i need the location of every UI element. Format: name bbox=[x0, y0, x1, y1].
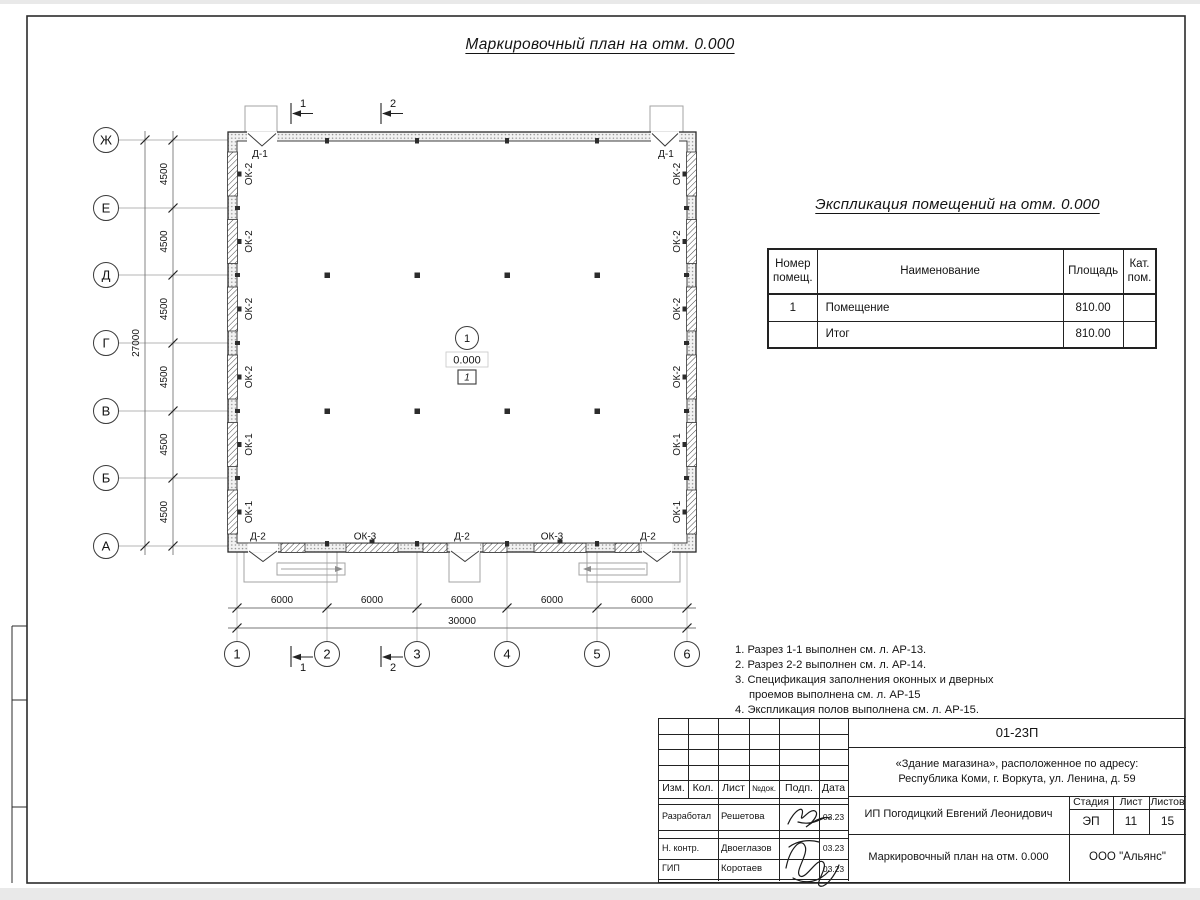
window-label: ОК-2 bbox=[672, 297, 683, 321]
note-item: 1. Разрез 1-1 выполнен см. л. АР-13. bbox=[735, 644, 927, 656]
explication-header-row bbox=[768, 249, 1156, 294]
revision-col-kol: Кол. bbox=[692, 782, 714, 795]
sheets-label: Листов bbox=[1150, 795, 1185, 808]
row-axis-label: Е bbox=[101, 200, 111, 216]
room-number: 1 bbox=[463, 333, 471, 345]
revision-col-podp: Подп. bbox=[785, 782, 813, 795]
window-label: ОК-2 bbox=[672, 230, 683, 253]
section-mark-label: 2 bbox=[389, 98, 397, 110]
role-date: 03.23 bbox=[822, 863, 845, 874]
window-label: ОК-2 bbox=[244, 365, 255, 389]
window-label: ОК-2 bbox=[672, 162, 683, 186]
dim-label: 6000 bbox=[270, 595, 294, 606]
room-elevation: 0.000 bbox=[453, 354, 481, 367]
role-name: Решетова bbox=[721, 811, 765, 823]
dim-label: 4500 bbox=[159, 230, 170, 253]
client-name: ИП Погодицкий Евгений Леонидович bbox=[864, 808, 1053, 821]
dim-label: 6000 bbox=[360, 595, 384, 606]
col-axis-label: 1 bbox=[233, 646, 241, 662]
floor-type-number: 1 bbox=[464, 372, 470, 384]
room-name-cell: Итог bbox=[817, 321, 1063, 348]
room-area-cell: 810.00 bbox=[1063, 321, 1123, 348]
room-area-cell: 810.00 bbox=[1063, 294, 1123, 321]
window-label: ОК-3 bbox=[353, 531, 377, 543]
col-axis-label: 6 bbox=[683, 646, 691, 662]
col-axis-label: 5 bbox=[593, 646, 601, 662]
explication-table bbox=[767, 248, 1157, 349]
row-axis-label: Д bbox=[101, 267, 111, 283]
revision-col-dok: №док. bbox=[752, 783, 776, 793]
company-name: ООО "Альянс" bbox=[1089, 851, 1166, 864]
window-label: ОК-2 bbox=[244, 297, 255, 321]
window-label: ОК-1 bbox=[672, 433, 683, 456]
dimension-ticks bbox=[141, 136, 692, 633]
row-axis-label: А bbox=[101, 538, 111, 554]
dim-label: 6000 bbox=[540, 595, 564, 606]
role-name: Двоеглазов bbox=[721, 842, 772, 854]
door-label: Д-2 bbox=[250, 531, 266, 543]
column-header: Кат. пом. bbox=[1123, 249, 1156, 294]
col-axis-label: 4 bbox=[503, 646, 511, 662]
dim-label: 4500 bbox=[159, 297, 170, 321]
table-row bbox=[768, 321, 1156, 348]
document-number: 01-23П bbox=[995, 724, 1039, 740]
column-header: Наименование bbox=[817, 249, 1063, 294]
sheet-label: Лист bbox=[1119, 795, 1143, 808]
dim-label: 4500 bbox=[159, 365, 170, 389]
window-label: ОК-2 bbox=[672, 365, 683, 389]
note-item: 2. Разрез 2-2 выполнен см. л. АР-14. bbox=[735, 659, 927, 671]
room-cat-cell bbox=[1123, 294, 1156, 321]
section-mark-label: 2 bbox=[389, 662, 397, 674]
row-axis-label: Б bbox=[101, 470, 111, 486]
dim-label: 6000 bbox=[450, 595, 474, 606]
room-name-cell: Помещение bbox=[817, 294, 1063, 321]
role-label: ГИП bbox=[662, 863, 680, 874]
door-label: Д-1 bbox=[252, 149, 268, 160]
sheets-total: 15 bbox=[1160, 814, 1175, 828]
dim-label: 4500 bbox=[159, 433, 170, 456]
role-label: Разработал bbox=[662, 811, 711, 822]
row-axis-label: В bbox=[101, 403, 111, 419]
dimension-lines bbox=[131, 131, 696, 633]
note-item: 3. Спецификация заполнения оконных и дверных проемов выполнена см. л. АР-15 bbox=[735, 674, 994, 701]
dim-label: 4500 bbox=[159, 500, 170, 524]
dim-total-label: 30000 bbox=[448, 616, 476, 627]
stage-label: Стадия bbox=[1073, 795, 1109, 808]
role-name: Коротаев bbox=[721, 863, 763, 875]
section-mark-label: 1 bbox=[299, 98, 307, 110]
dim-total-label: 27000 bbox=[131, 329, 142, 357]
sheet-number: 11 bbox=[1124, 814, 1138, 828]
dimension-labels bbox=[131, 162, 654, 627]
window-label: ОК-1 bbox=[244, 500, 255, 524]
column-header: Номер помещ. bbox=[768, 249, 817, 294]
dim-label: 6000 bbox=[630, 595, 654, 606]
window-label: ОК-3 bbox=[540, 531, 564, 543]
section-marks bbox=[291, 98, 403, 674]
sheet-title: Маркировочный план на отм. 0.000 bbox=[868, 850, 1049, 863]
title-block bbox=[658, 718, 1185, 883]
project-line: Республика Коми, г. Воркута, ул. Ленина, д. 59 bbox=[898, 772, 1136, 785]
role-label: Н. контр. bbox=[662, 842, 700, 853]
row-axis-label: Ж bbox=[99, 132, 113, 148]
room-marker bbox=[446, 327, 488, 385]
door-label: Д-1 bbox=[658, 149, 674, 160]
window-label: ОК-1 bbox=[244, 433, 255, 456]
role-date: 03.23 bbox=[822, 811, 845, 822]
table-row bbox=[768, 294, 1156, 321]
axis-grid-lines bbox=[118, 140, 687, 641]
note-item: 4. Экспликация полов выполнена см. л. АР-15. bbox=[735, 704, 979, 716]
window-label: ОК-1 bbox=[672, 500, 683, 524]
col-axis-label: 3 bbox=[413, 646, 421, 662]
revision-col-list: Лист bbox=[722, 782, 745, 795]
stage-value: ЭП bbox=[1082, 814, 1100, 828]
section-mark-label: 1 bbox=[299, 662, 307, 674]
col-axis-label: 2 bbox=[323, 646, 331, 662]
column-header: Площадь bbox=[1063, 249, 1123, 294]
door-label: Д-2 bbox=[454, 531, 470, 543]
page-title: Маркировочный план на отм. 0.000 bbox=[465, 36, 735, 53]
room-number-cell bbox=[768, 321, 817, 348]
dim-label: 4500 bbox=[159, 162, 170, 186]
window-label: ОК-2 bbox=[244, 162, 255, 186]
door-label: Д-2 bbox=[640, 531, 656, 543]
room-number-cell: 1 bbox=[768, 294, 817, 321]
project-description bbox=[848, 747, 1186, 796]
revision-col-izm: Изм. bbox=[662, 782, 685, 795]
revision-col-data: Дата bbox=[821, 782, 846, 795]
row-axis-label: Г bbox=[102, 335, 110, 351]
explication-title: Экспликация помещений на отм. 0.000 bbox=[815, 196, 1100, 213]
window-label: ОК-2 bbox=[244, 230, 255, 253]
project-line: «Здание магазина», расположенное по адресу: bbox=[895, 758, 1139, 771]
notes-list bbox=[735, 643, 1027, 718]
role-date: 03.23 bbox=[822, 843, 845, 854]
room-cat-cell bbox=[1123, 321, 1156, 348]
